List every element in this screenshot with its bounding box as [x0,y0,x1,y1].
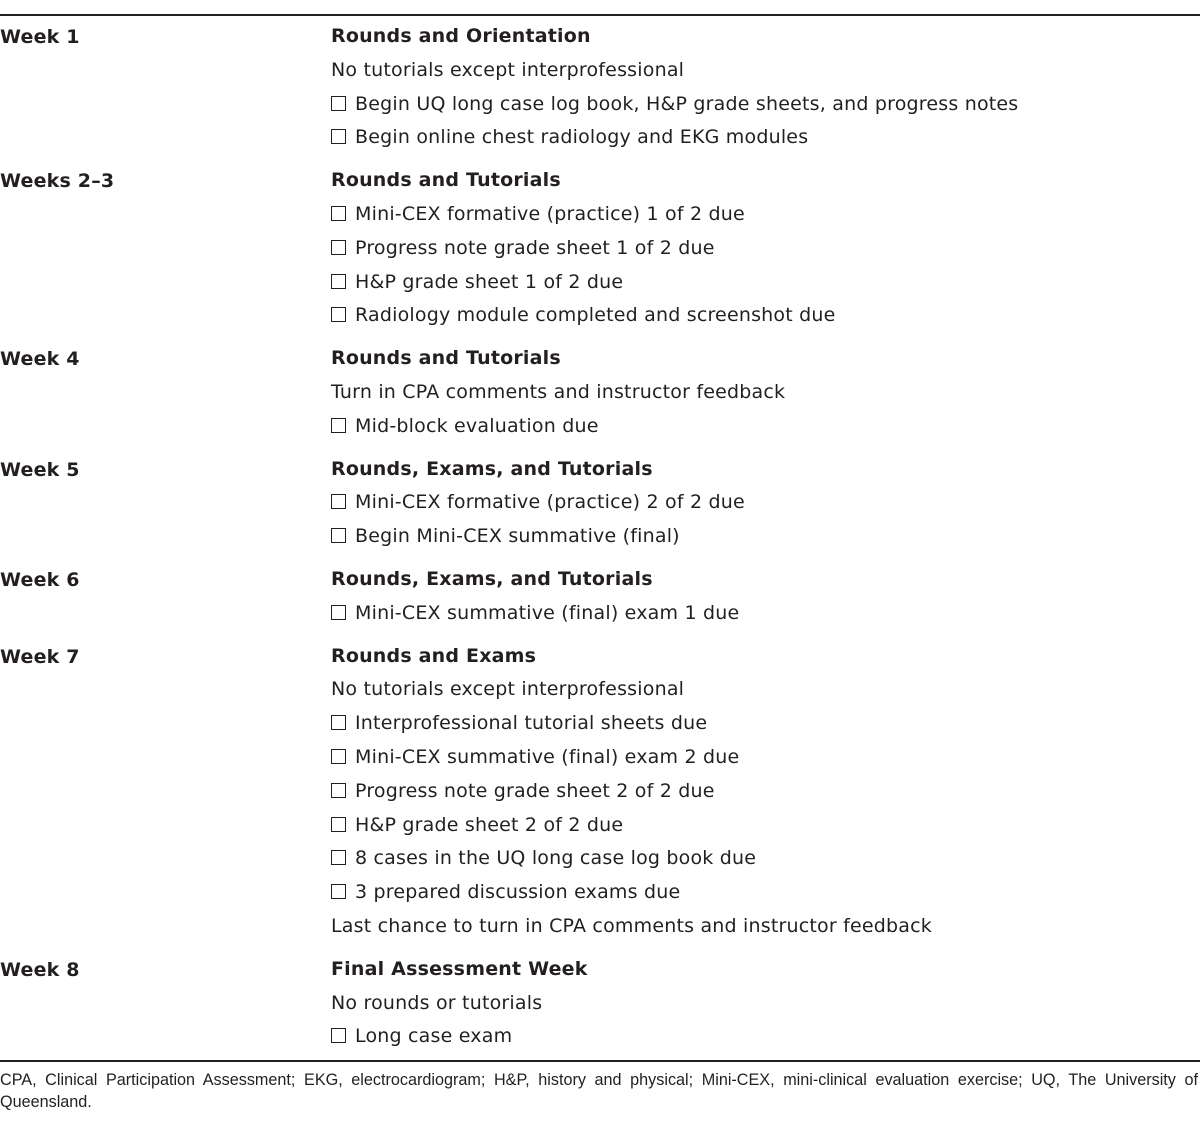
table-bottom-rule [0,1060,1200,1062]
checklist-item: Mini-CEX summative (final) exam 1 due [331,597,1200,631]
week-content [331,640,1200,944]
week-note: No tutorials except interprofessional [331,678,685,701]
week-row [0,342,1200,452]
checklist-item: Begin UQ long case log book, H&P grade sheets, and progress notes [331,88,1200,122]
week-row [0,164,1200,342]
checklist-item: Progress note grade sheet 1 of 2 due [331,232,1200,266]
checklist-item: H&P grade sheet 1 of 2 due [331,266,1200,300]
week-row [0,953,1200,1063]
checklist-item: Progress note grade sheet 2 of 2 due [331,775,1200,809]
week-heading: Rounds and Exams [331,644,537,667]
week-heading: Rounds and Tutorials [331,347,561,370]
week-label: Week 6 [0,568,80,591]
week-note: No tutorials except interprofessional [331,58,685,81]
week-row [0,20,1200,164]
week-row [0,453,1200,563]
week-content [331,20,1200,155]
week-note: Last chance to turn in CPA comments and instructor feedback [331,914,933,937]
table-footnote: CPA, Clinical Participation Assessment; EKG, electrocardiogram; H&P, history and physical; Mini-CEX, mini-clinical evaluation exercise; UQ, The University of Queensland. [0,1071,1198,1111]
checklist-item: 3 prepared discussion exams due [331,876,1200,910]
week-note: No rounds or tutorials [331,991,543,1014]
checklist-item: Interprofessional tutorial sheets due [331,707,1200,741]
week-note: Turn in CPA comments and instructor feedback [331,380,786,403]
checklist-item: Mini-CEX formative (practice) 1 of 2 due [331,198,1200,232]
week-row [0,563,1200,640]
week-heading: Rounds, Exams, and Tutorials [331,567,653,590]
week-label: Weeks 2–3 [0,170,115,193]
week-label: Week 7 [0,645,80,668]
checklist-item: 8 cases in the UQ long case log book due [331,842,1200,876]
schedule-table [0,20,1200,1063]
week-label: Week 5 [0,458,80,481]
checklist-item: Begin online chest radiology and EKG modules [331,121,1200,155]
checklist-item: Mini-CEX summative (final) exam 2 due [331,741,1200,775]
week-content [331,164,1200,333]
week-label: Week 8 [0,958,80,981]
week-heading: Rounds and Orientation [331,25,591,47]
checklist-item: Long case exam [331,1020,1200,1054]
week-content [331,563,1200,631]
week-label: Week 4 [0,348,80,371]
week-row [0,640,1200,953]
checklist-item: Mini-CEX formative (practice) 2 of 2 due [331,486,1200,520]
week-content [331,342,1200,443]
checklist-item: H&P grade sheet 2 of 2 due [331,809,1200,843]
checklist-item: Mid-block evaluation due [331,410,1200,444]
checklist-item: Radiology module completed and screenshot due [331,299,1200,333]
week-content [331,453,1200,554]
week-heading: Rounds, Exams, and Tutorials [331,457,653,480]
week-heading: Final Assessment Week [331,957,588,980]
week-content [331,953,1200,1054]
checklist-item: Begin Mini-CEX summative (final) [331,520,1200,554]
week-label: Week 1 [0,26,80,48]
table-top-rule [0,14,1200,16]
week-heading: Rounds and Tutorials [331,169,561,192]
